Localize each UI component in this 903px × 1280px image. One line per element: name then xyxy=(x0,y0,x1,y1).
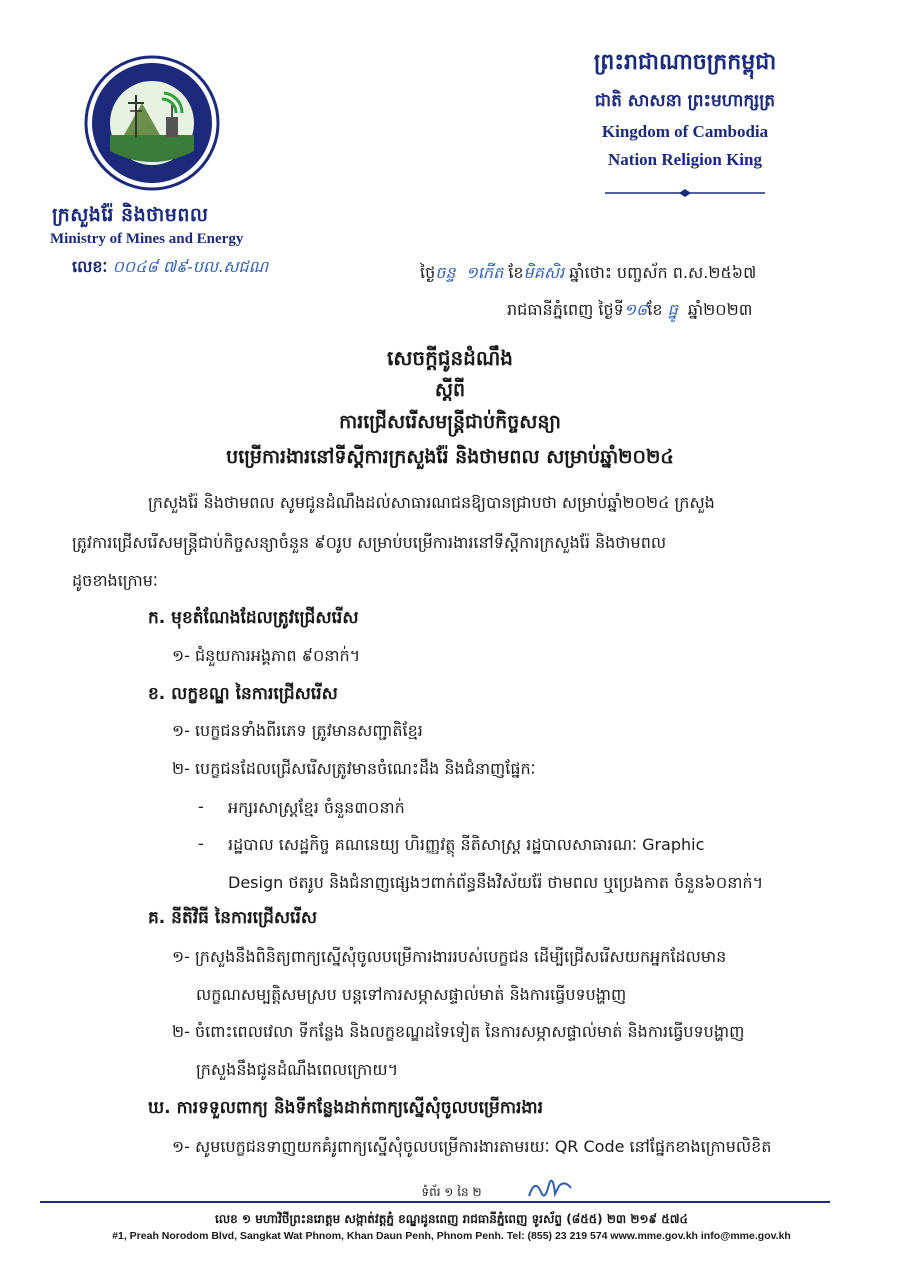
ministry-name-kh: ក្រសួងរ៉ែ និងថាមពល xyxy=(52,204,209,226)
notice-subject-label: ស្តីពី xyxy=(434,379,466,401)
section-d-heading: ឃ. ការទទួលពាក្យ និងទីកន្លែងដាក់ពាក្យស្នើសុំចូលបម្រើការងារ xyxy=(148,1098,543,1118)
motto-en: Nation Religion King xyxy=(608,150,762,169)
section-b-subitem-2-line-1: រដ្ឋបាល សេដ្ឋកិច្ច គណនេយ្យ ហិរញ្ញវត្ថុ នីតិសាស្ត្រ រដ្ឋបាលសាធារណៈ Graphic xyxy=(228,835,705,854)
intro-line-2: ត្រូវការជ្រើសរើសមន្ត្រីជាប់កិច្ចសន្យាចំនួន ៩០រូប សម្រាប់បម្រើការងារនៅទីស្តីការក្រសួងរ៉ែ និងថាមពល xyxy=(72,533,667,552)
notice-subject-1: ការជ្រើសរើសមន្ត្រីជាប់កិច្ចសន្យា xyxy=(339,411,561,433)
ornament-divider xyxy=(605,183,765,193)
section-b-subitem-2-line-2: Design ថតរូប និងជំនាញផ្សេងៗពាក់ព័ន្ធនឹងវិស័យរ៉ែ ថាមពល ឬប្រេងកាត ចំនួន៦០នាក់។ xyxy=(228,873,764,892)
footer-address-en: #1, Preah Norodom Blvd, Sangkat Wat Phnom, Khan Daun Penh, Phnom Penh. Tel: (855) 23 219 574 www.mme.gov.kh info@mme.gov.kh xyxy=(112,1230,791,1242)
section-b-heading: ខ. លក្ខខណ្ឌ នៃការជ្រើសរើស xyxy=(148,684,338,704)
section-a-heading: ក. មុខតំណែងដែលត្រូវជ្រើសរើស xyxy=(148,608,359,628)
intro-line-1: ក្រសួងរ៉ែ និងថាមពល សូមជូនដំណឹងដល់សាធារណជនឱ្យបានជ្រាបថា សម្រាប់ឆ្នាំ២០២៤ ក្រសួង xyxy=(148,493,715,512)
page-number: ទំព័រ ១ នៃ ២ xyxy=(421,1185,482,1199)
bullet-dash: - xyxy=(198,834,204,853)
intro-line-3: ដូចខាងក្រោមៈ xyxy=(72,571,158,590)
lunar-date: ថ្ងៃចន្ទ ១កើត ខែមិគសិរ ឆ្នាំថោះ បញ្ចស័ក ព.ស.២៥៦៧ xyxy=(420,263,757,282)
section-b-item-2: ២- បេក្ខជនដែលជ្រើសរើសត្រូវមានចំណេះដឹង និងជំនាញផ្នែកៈ xyxy=(172,759,536,778)
section-a-item-1: ១- ជំនួយការអង្គភាព ៩០នាក់។ xyxy=(172,646,361,665)
section-c-item-2-line-2: ក្រសួងនឹងជូនដំណឹងពេលក្រោយ។ xyxy=(196,1060,399,1079)
footer-address-kh: លេខ ១ មហាវិថីព្រះនរោត្តម សង្កាត់វត្តភ្នំ ខណ្ឌដូនពេញ រាជធានីភ្នំពេញ ទូរស័ព្ទ (៨៥៥) ២៣ ២១៩ ៥៧៤ xyxy=(214,1212,689,1226)
reference-value: ០០៤៨ ៧៩-បល.សជណ xyxy=(112,257,269,276)
footer-divider xyxy=(40,1201,830,1203)
reference-number xyxy=(72,256,268,280)
section-d-item-1: ១- សូមបេក្ខជនទាញយកគំរូពាក្យស្នើសុំចូលបម្រើការងារតាមរយៈ QR Code នៅផ្នែកខាងក្រោមលិខិត xyxy=(172,1137,772,1156)
section-c-heading: គ. នីតិវិធី នៃការជ្រើសរើស xyxy=(148,908,318,928)
kingdom-title-en: Kingdom of Cambodia xyxy=(601,122,769,141)
notice-title: សេចក្តីជូនដំណឹង xyxy=(387,346,513,370)
reference-label: លេខៈ xyxy=(72,257,108,276)
bullet-dash: - xyxy=(198,797,204,816)
section-c-item-1-line-2: លក្ខណសម្បត្តិសមស្រប បន្តទៅការសម្ភាសផ្ទាល់មាត់ និងការធ្វើបទបង្ហាញ xyxy=(196,985,627,1004)
section-b-subitem-1: អក្សរសាស្ត្រខ្មែរ ចំនួន៣០នាក់ xyxy=(228,798,405,817)
notice-subject-2: បម្រើការងារនៅទីស្តីការក្រសួងរ៉ែ និងថាមពល សម្រាប់ឆ្នាំ២០២៤ xyxy=(226,446,674,468)
solar-date: រាជធានីភ្នំពេញ ថ្ងៃទី១៨ខែ ធ្នូ ឆ្នាំ២០២៣ xyxy=(507,300,753,319)
section-b-item-1: ១- បេក្ខជនទាំងពីរភេទ ត្រូវមានសញ្ជាតិខ្មែរ xyxy=(172,721,423,740)
kingdom-title-kh: ព្រះរាជាណាចក្រកម្ពុជា xyxy=(593,50,777,75)
section-c-item-1-line-1: ១- ក្រសួងនឹងពិនិត្យពាក្យស្នើសុំចូលបម្រើការងាររបស់បេក្ខជន ដើម្បីជ្រើសរើសយកអ្នកដែលមាន xyxy=(172,947,727,966)
ministry-logo xyxy=(84,55,220,191)
section-c-item-2-line-1: ២- ចំពោះពេលវេលា ទីកន្លែង និងលក្ខខណ្ឌដទៃទៀត នៃការសម្ភាសផ្ទាល់មាត់ និងការធ្វើបទបង្ហាញ xyxy=(172,1022,745,1041)
ministry-name-en: Ministry of Mines and Energy xyxy=(50,231,244,247)
motto-kh: ជាតិ សាសនា ព្រះមហាក្សត្រ xyxy=(594,91,776,111)
